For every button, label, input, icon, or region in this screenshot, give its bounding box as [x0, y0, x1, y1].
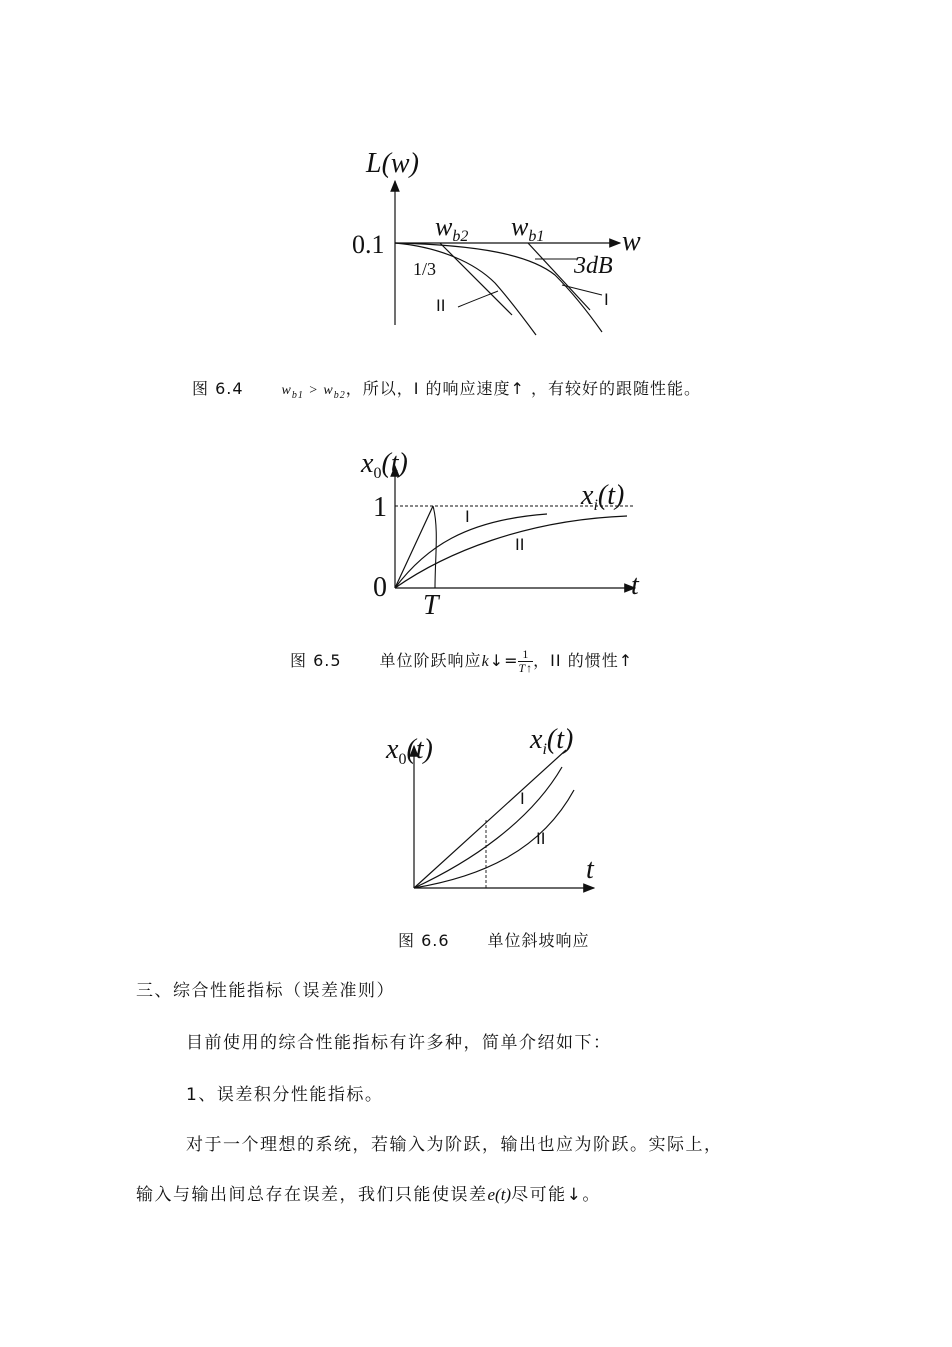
curve-I-label: I: [604, 290, 609, 309]
error-symbol: e(t): [487, 1185, 512, 1204]
caption-fraction: $\frac{1}{T↑}$: [518, 647, 534, 675]
figure-6-4-caption: 图 6.4 $w_{b1} > w_{b2}$，所以，I 的响应速度↑ ，有较好的跟随性能。: [192, 379, 701, 402]
curve-II: [414, 790, 574, 888]
figure-6-6-ramp-response: [380, 712, 620, 902]
figure-6-6-caption: 图 6.6 单位斜坡响应: [398, 931, 590, 950]
curve-II-label: II: [436, 296, 446, 315]
curve-I: [414, 767, 562, 888]
paragraph-2-line-2: 输入与输出间总存在误差，我们只能使误差e(t)尽可能↓。: [136, 1185, 601, 1205]
wb1-label: $w_{b1}$: [511, 212, 545, 245]
origin-label: 0: [373, 572, 387, 603]
T-marker-curve: [433, 506, 436, 588]
figure-6-5-caption: 图 6.5 单位阶跃响应k↓= $\frac{1}{T↑}$ ，II 的惯性↑: [290, 647, 634, 675]
asymptote-II: [440, 243, 512, 315]
3db-label: 3dB: [574, 253, 613, 279]
input-label: $x_i(t)$: [530, 724, 574, 758]
input-label: $x_i(t)$: [581, 480, 625, 514]
paragraph-1: 目前使用的综合性能指标有许多种，简单介绍如下：: [186, 1033, 612, 1053]
input-ramp-line: [414, 750, 566, 888]
paragraph-2-line-1: 对于一个理想的系统，若输入为阶跃，输出也应为阶跃。实际上，: [186, 1135, 723, 1155]
wb2-label: $w_{b2}$: [435, 212, 469, 245]
list-item-1: 1、误差积分性能指标。: [186, 1085, 384, 1105]
x-axis-label: t: [631, 570, 639, 601]
leader-II: [458, 291, 498, 307]
y-axis-label: $x_0(t)$: [361, 448, 408, 482]
figure-6-4-bode-plot: [340, 135, 660, 345]
level-one-label: 1: [373, 492, 387, 523]
y-axis-label: L(w): [366, 148, 419, 179]
y-axis-label: $x_0(t)$: [386, 734, 433, 768]
section-heading: 三、综合性能指标（误差准则）: [136, 981, 395, 1001]
ratio-label: 1/3: [413, 259, 437, 279]
leader-I: [562, 285, 602, 295]
curve-II-label: II: [536, 829, 546, 848]
x-axis-label: t: [586, 854, 594, 885]
tick-T-label: T: [423, 590, 439, 620]
curve-I-label: I: [520, 789, 525, 808]
y-value-label: 0.1: [352, 230, 385, 259]
figure-6-5-step-response: [355, 438, 665, 620]
curve-I-label: I: [465, 507, 470, 526]
x-axis-label: w: [622, 226, 641, 257]
curve-II-label: II: [515, 535, 525, 554]
